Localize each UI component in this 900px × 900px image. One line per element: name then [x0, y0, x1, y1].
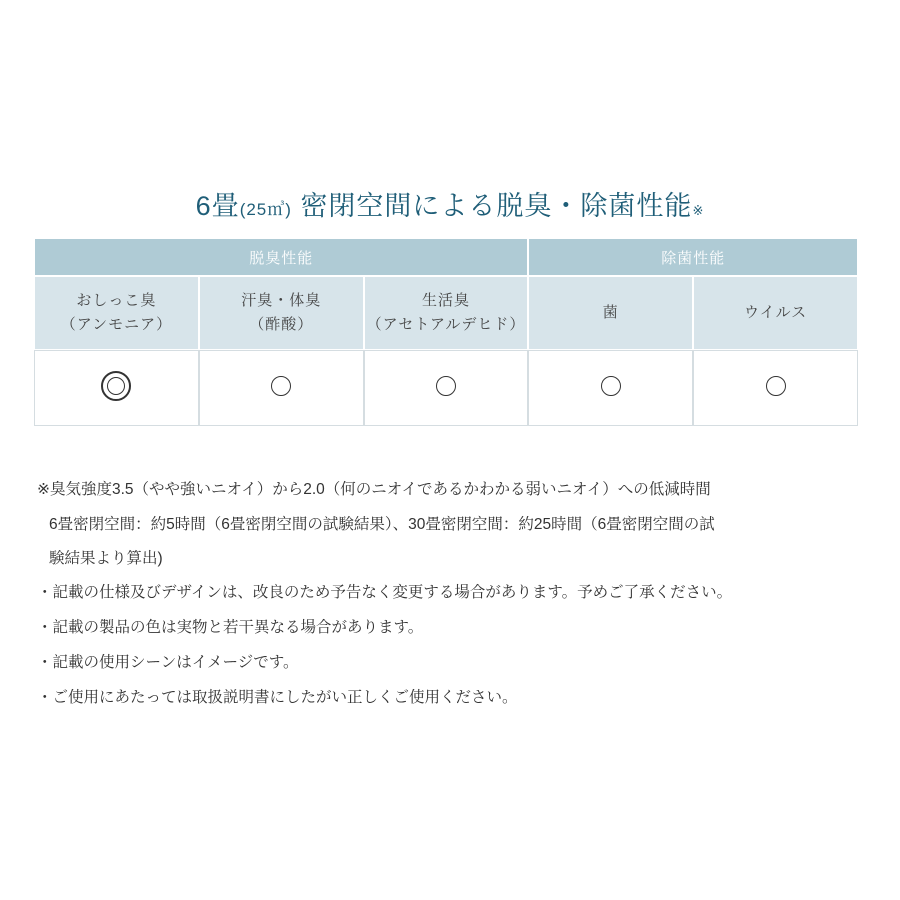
circle-icon [766, 376, 786, 396]
rating-cell [694, 351, 857, 425]
note-line: 6畳密閉空間：約5時間（6畳密閉空間の試験結果）、30畳密閉空間：約25時間（6畳密閉空間の試 [49, 516, 715, 533]
note-line: ・ご使用にあたっては取扱説明書にしたがい正しくご使用ください。 [37, 689, 518, 706]
column-sublabel: （酢酸） [249, 316, 314, 333]
group-header-sterilize: 除菌性能 [529, 239, 857, 275]
rating-cell [365, 351, 528, 425]
column-label: 生活臭 [421, 292, 470, 309]
note-line: ・記載の製品の色は実物と若干異なる場合があります。 [37, 619, 424, 636]
column-label: ウイルス [744, 304, 808, 321]
note-line: ※臭気強度3.5（やや強いニオイ）から2.0（何のニオイであるかわかる弱いニオイ）への低減時間 [37, 481, 711, 498]
performance-table [33, 237, 859, 427]
column-header [200, 277, 363, 349]
column-header [529, 277, 692, 349]
note-line: ・記載の仕様及びデザインは、改良のため予告なく変更する場合があります。予めご了承ください。 [37, 584, 733, 601]
column-header [35, 277, 198, 349]
column-label: 汗臭・体臭 [241, 292, 322, 309]
rating-cell [200, 351, 363, 425]
circle-icon [436, 376, 456, 396]
title-main: 6畳 [195, 191, 240, 221]
notes [37, 478, 877, 721]
note-line: ・記載の使用シーンはイメージです。 [37, 654, 299, 671]
rating-cell [529, 351, 692, 425]
title-rest: 密閉空間による脱臭・除菌性能 [300, 191, 693, 221]
column-header [365, 277, 528, 349]
column-label: おしっこ臭 [76, 292, 157, 309]
column-label: 菌 [602, 304, 619, 321]
column-sublabel: （アンモニア） [60, 316, 173, 333]
group-header-deodorize: 脱臭性能 [35, 239, 527, 275]
double-circle-icon [101, 371, 131, 401]
note-line: 験結果より算出) [49, 550, 163, 567]
column-sublabel: （アセトアルデヒド） [366, 316, 526, 333]
page-title [0, 184, 900, 223]
title-area: (25㎥) [239, 200, 292, 219]
circle-icon [601, 376, 621, 396]
rating-cell [35, 351, 198, 425]
title-mark: ※ [692, 203, 705, 218]
column-header [694, 277, 857, 349]
circle-icon [271, 376, 291, 396]
